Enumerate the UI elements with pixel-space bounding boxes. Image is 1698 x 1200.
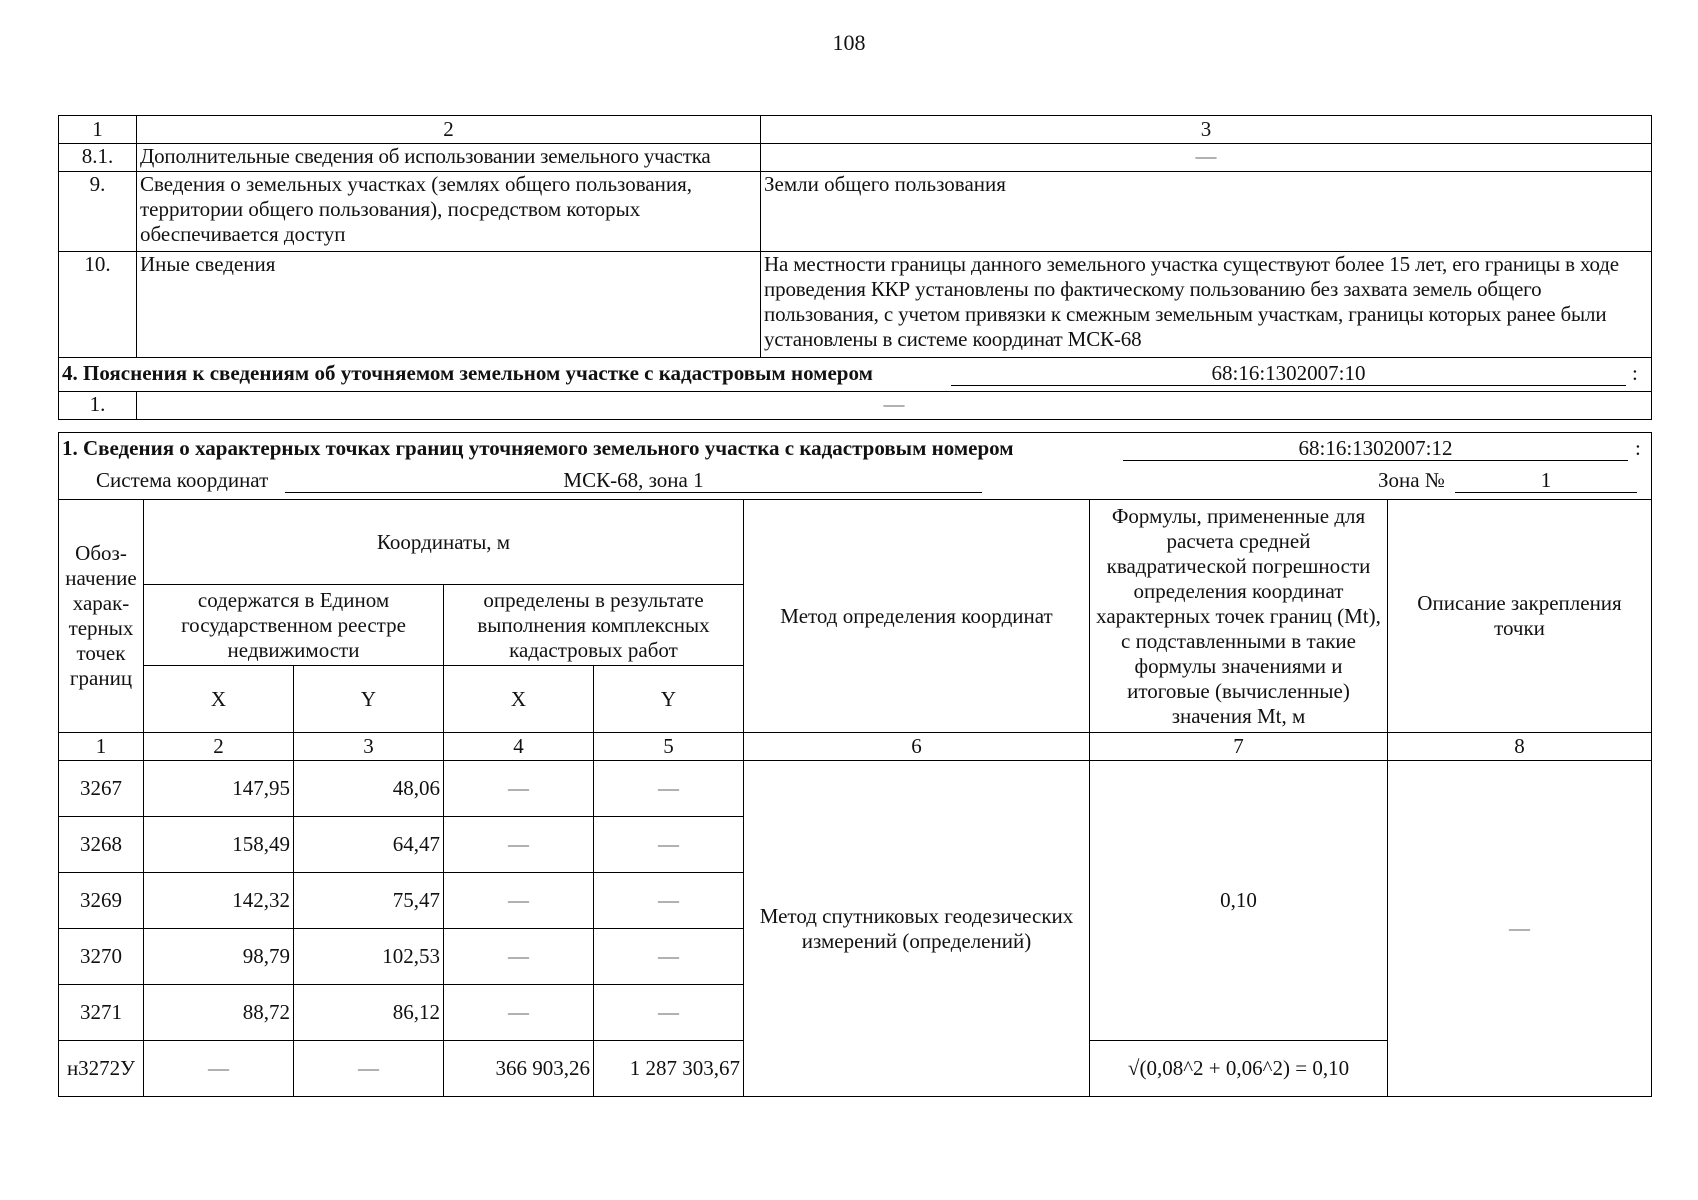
- col-num-3: 3: [761, 116, 1652, 144]
- header-egrn: содержатся в Едином государственном реестре недвижимости: [144, 585, 444, 666]
- header-method: Метод определения координат: [744, 500, 1090, 733]
- section-1-title: 1. Сведения о характерных точках границ уточняемого земельного участка с кадастровым номером: [62, 436, 1014, 460]
- kkr-x: —: [444, 873, 594, 929]
- section-4-header: [59, 358, 1652, 392]
- row-value: Земли общего пользования: [761, 172, 1652, 252]
- col-num-1: 1: [59, 733, 144, 761]
- point-id: 3267: [59, 761, 144, 817]
- egrn-x: 158,49: [144, 817, 294, 873]
- table-header-row: [59, 500, 1652, 585]
- col-num-2: 2: [144, 733, 294, 761]
- col-num-7: 7: [1090, 733, 1388, 761]
- kkr-x: —: [444, 929, 594, 985]
- page-number: 108: [832, 30, 866, 55]
- col-num-1: 1: [59, 116, 137, 144]
- formula-value-last: √(0,08^2 + 0,06^2) = 0,10: [1090, 1041, 1388, 1097]
- point-id: 3270: [59, 929, 144, 985]
- table-row: [59, 392, 1652, 420]
- coordinate-system-label: Система координат: [96, 468, 269, 492]
- egrn-y: 48,06: [294, 761, 444, 817]
- kkr-y: 1 287 303,67: [594, 1041, 744, 1097]
- zone-label: Зона №: [1378, 468, 1445, 492]
- egrn-x: 88,72: [144, 985, 294, 1041]
- col-num-6: 6: [744, 733, 1090, 761]
- column-numbers-row: [59, 116, 1652, 144]
- egrn-x: 147,95: [144, 761, 294, 817]
- column-numbers-row: [59, 733, 1652, 761]
- header-x-kkr: X: [444, 666, 594, 733]
- kkr-x: —: [444, 761, 594, 817]
- section-1-cadastral-number: 68:16:1302007:12: [1123, 436, 1628, 461]
- col-num-2: 2: [137, 116, 761, 144]
- header-formula: Формулы, примененные для расчета средней квадратической погрешности определения координат характерных точек границ (Mt), с подставленными в такие формулы значениями и итоговые (вычисленные) значения Mt, м: [1090, 500, 1388, 733]
- row-label: Сведения о земельных участках (землях общего пользования, территории общего пользования), посредством которых обеспечивается доступ: [137, 172, 761, 252]
- zone-value: 1: [1455, 468, 1637, 493]
- egrn-y: 86,12: [294, 985, 444, 1041]
- egrn-y: 102,53: [294, 929, 444, 985]
- table-row: [59, 172, 1652, 252]
- section-4-header-row: [59, 358, 1652, 392]
- row-label: Дополнительные сведения об использовании земельного участка: [137, 144, 761, 172]
- row-number: 9.: [59, 172, 137, 252]
- egrn-x: 142,32: [144, 873, 294, 929]
- egrn-y: 64,47: [294, 817, 444, 873]
- col-num-8: 8: [1388, 733, 1652, 761]
- col-num-3: 3: [294, 733, 444, 761]
- egrn-x: 98,79: [144, 929, 294, 985]
- row-value: —: [761, 144, 1652, 172]
- kkr-y: —: [594, 985, 744, 1041]
- point-id: 3269: [59, 873, 144, 929]
- kkr-x: —: [444, 985, 594, 1041]
- kkr-y: —: [594, 761, 744, 817]
- row-value: —: [137, 392, 1652, 420]
- kkr-y: —: [594, 929, 744, 985]
- header-x-egrn: X: [144, 666, 294, 733]
- boundary-points-table: [58, 432, 1652, 1097]
- point-id: 3268: [59, 817, 144, 873]
- egrn-y: —: [294, 1041, 444, 1097]
- point-id: 3271: [59, 985, 144, 1041]
- formula-value: 0,10: [1090, 761, 1388, 1041]
- description-value: —: [1388, 761, 1652, 1097]
- section-1-colon: :: [1635, 436, 1641, 460]
- table-row: [59, 761, 1652, 817]
- kkr-y: —: [594, 873, 744, 929]
- coordinate-system-value: МСК-68, зона 1: [285, 468, 982, 493]
- kkr-y: —: [594, 817, 744, 873]
- col-num-5: 5: [594, 733, 744, 761]
- header-kkr: определены в результате выполнения комплексных кадастровых работ: [444, 585, 744, 666]
- row-value: На местности границы данного земельного участка существуют более 15 лет, его границы в ходе проведения ККР установлены по фактическому пользованию без захвата земель общего пользования, с учетом привязки к смежным земельным участкам, границы которых ранее были установлены в системе координат МСК-68: [761, 252, 1652, 358]
- table-row: [59, 144, 1652, 172]
- method-value: Метод спутниковых геодезических измерений (определений): [744, 761, 1090, 1097]
- land-info-table: [58, 115, 1652, 420]
- header-point-designation: Обоз- начение харак- терных точек границ: [59, 500, 144, 733]
- section-1-header: [59, 433, 1652, 500]
- section-4-cadastral-number: 68:16:1302007:10: [951, 361, 1626, 386]
- section-4-colon: :: [1632, 361, 1638, 385]
- table-row: [59, 252, 1652, 358]
- row-number: 1.: [59, 392, 137, 420]
- row-label: Иные сведения: [137, 252, 761, 358]
- section-1-header-row: [59, 433, 1652, 500]
- point-id: н3272У: [59, 1041, 144, 1097]
- egrn-y: 75,47: [294, 873, 444, 929]
- egrn-x: —: [144, 1041, 294, 1097]
- header-coordinates: Координаты, м: [144, 500, 744, 585]
- col-num-4: 4: [444, 733, 594, 761]
- section-4-title: 4. Пояснения к сведениям об уточняемом земельном участке с кадастровым номером: [62, 361, 873, 385]
- kkr-x: —: [444, 817, 594, 873]
- header-y-kkr: Y: [594, 666, 744, 733]
- row-number: 10.: [59, 252, 137, 358]
- kkr-x: 366 903,26: [444, 1041, 594, 1097]
- row-number: 8.1.: [59, 144, 137, 172]
- header-y-egrn: Y: [294, 666, 444, 733]
- header-description: Описание закрепления точки: [1388, 500, 1652, 733]
